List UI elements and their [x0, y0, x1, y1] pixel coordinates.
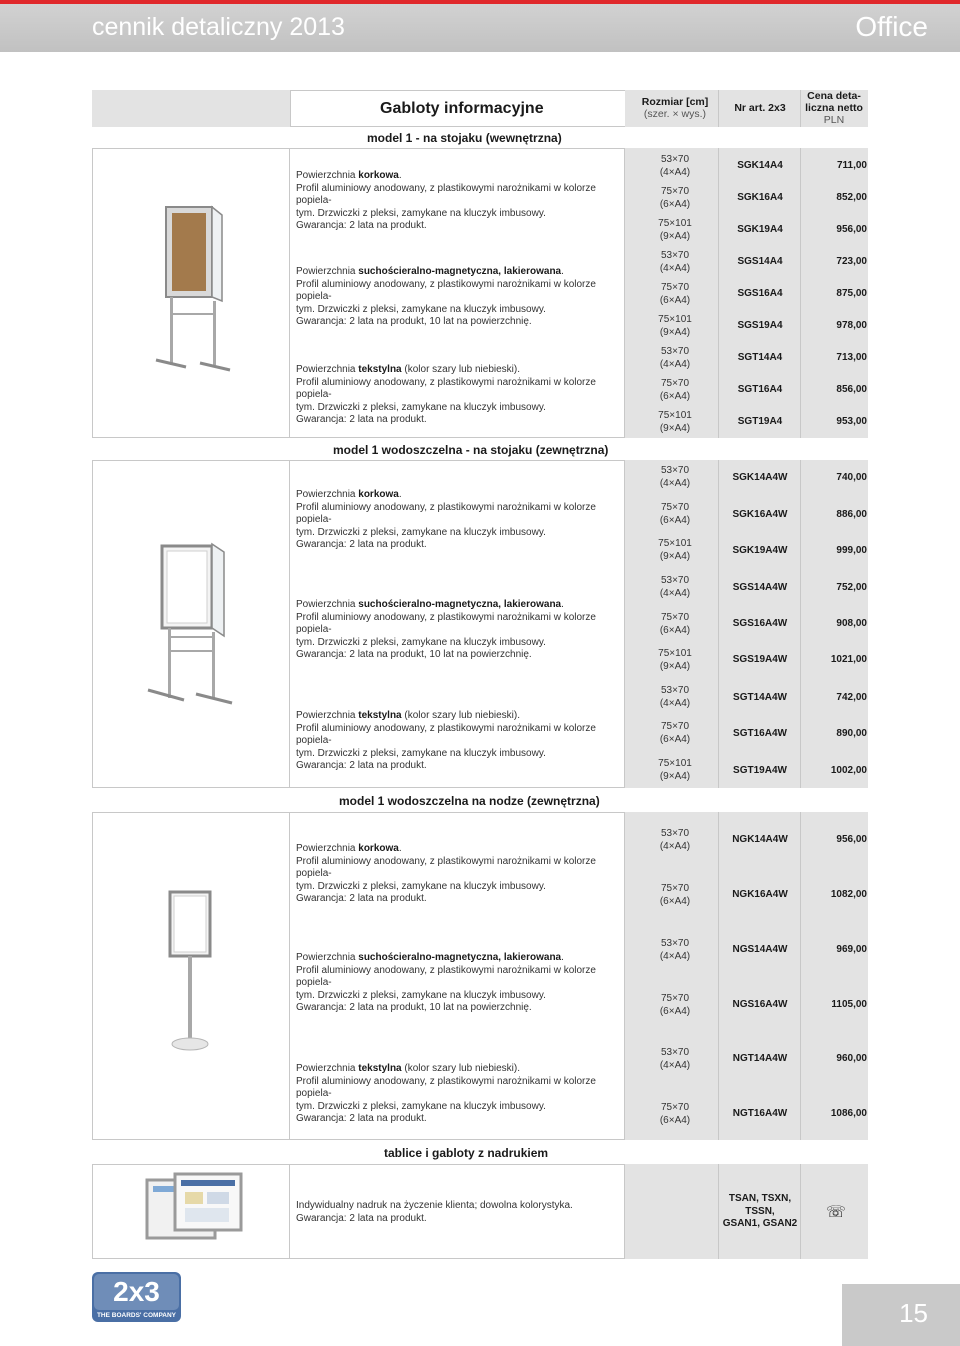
price: 956,00 — [836, 834, 867, 845]
price: 713,00 — [836, 352, 867, 363]
product-description: Powierzchnia suchościeralno-magnetyczna, lakierowana. Profil aluminiowy anodowany, z plastikowymi narożnikami w kolorze popiela- tym. Drzwiczki z pleksi, zamykane na kluczyk imbusowy. Gwarancja: 2 lata na produkt, 10 lat na powierzchnię. — [296, 266, 596, 327]
column-divider — [718, 90, 719, 127]
section-title: model 1 - na stojaku (wewnętrzna) — [367, 131, 562, 145]
price: 1082,00 — [830, 889, 867, 900]
size-cell: 53×70 (4×A4) — [659, 575, 691, 599]
size-cell: 75×101 (9×A4) — [658, 218, 692, 242]
article-number: NGS14A4W — [732, 944, 788, 955]
article-number: SGS14A4 — [737, 256, 783, 267]
price: 956,00 — [836, 224, 867, 235]
article-number: SGS16A4W — [732, 618, 788, 629]
article-number: NGS16A4W — [732, 999, 788, 1010]
article-number: NGT14A4W — [732, 1053, 788, 1064]
display-case-on-pole-image — [160, 888, 220, 1058]
price: 890,00 — [836, 728, 867, 739]
article-number: SGT19A4W — [733, 765, 787, 776]
section-title: tablice i gabloty z nadrukiem — [384, 1146, 549, 1160]
article-number: SGT14A4W — [733, 692, 787, 703]
size-cell: 75×101 (9×A4) — [658, 648, 692, 672]
price: 742,00 — [836, 692, 867, 703]
size-cell: 53×70 (4×A4) — [659, 828, 691, 852]
size-cell: 75×101 (9×A4) — [658, 758, 692, 782]
product-description: Powierzchnia tekstylna (kolor szary lub niebieski). Profil aluminiowy anodowany, z plastikowymi narożnikami w kolorze popiela- tym. Drzwiczki z pleksi, zamykane na kluczyk imbusowy. Gwarancja: 2 lata na produkt. — [296, 710, 596, 771]
header-accent-bar — [0, 0, 960, 4]
product-description: Powierzchnia tekstylna (kolor szary lub niebieski). Profil aluminiowy anodowany, z plastikowymi narożnikami w kolorze popiela- tym. Drzwiczki z pleksi, zamykane na kluczyk imbusowy. Gwarancja: 2 lata na produkt. — [296, 364, 596, 425]
product-description: Indywidualny nadruk na życzenie klienta; dowolna kolorystyka. Gwarancja: 2 lata na produkt. — [296, 1200, 573, 1224]
article-number: SGS19A4W — [732, 654, 788, 665]
product-description: Powierzchnia suchościeralno-magnetyczna, lakierowana. Profil aluminiowy anodowany, z plastikowymi narożnikami w kolorze popiela- tym. Drzwiczki z pleksi, zamykane na kluczyk imbusowy. Gwarancja: 2 lata na produkt, 10 lat na powierzchnię. — [296, 952, 596, 1013]
column-header-size: Rozmiar [cm] (szer. × wys.) — [641, 96, 709, 120]
price: 999,00 — [836, 545, 867, 556]
size-cell: 75×70 (6×A4) — [659, 612, 691, 636]
page-title: cennik detaliczny 2013 — [92, 13, 345, 41]
price: 852,00 — [836, 192, 867, 203]
column-header-price: Cena deta- liczna netto PLN — [805, 90, 863, 126]
phone-icon: ☏ — [826, 1204, 847, 1221]
price: 740,00 — [836, 472, 867, 483]
article-number: SGT16A4W — [733, 728, 787, 739]
size-cell: 75×101 (9×A4) — [658, 314, 692, 338]
outdoor-display-case-stand-image — [140, 540, 240, 710]
size-cell: 75×70 (6×A4) — [659, 883, 691, 907]
page-header — [0, 0, 960, 52]
price: 960,00 — [836, 1053, 867, 1064]
product-description: Powierzchnia korkowa. Profil aluminiowy anodowany, z plastikowymi narożnikami w kolorze popiela- tym. Drzwiczki z pleksi, zamykane na kluczyk imbusowy. Gwarancja: 2 lata na produkt. — [296, 489, 596, 550]
display-case-stand-image — [150, 205, 235, 380]
size-cell: 53×70 (4×A4) — [659, 250, 691, 274]
column-header-article-number: Nr art. 2x3 — [734, 102, 786, 114]
logo-tagline: THE BOARDS' COMPANY — [96, 1312, 177, 1319]
article-number: SGS16A4 — [737, 288, 783, 299]
price: 875,00 — [836, 288, 867, 299]
size-cell: 75×101 (9×A4) — [658, 410, 692, 434]
size-cell: 75×70 (6×A4) — [659, 993, 691, 1017]
price: 908,00 — [836, 618, 867, 629]
price: 856,00 — [836, 384, 867, 395]
price: 723,00 — [836, 256, 867, 267]
price: 1086,00 — [830, 1108, 867, 1119]
article-number: SGK16A4W — [732, 509, 788, 520]
product-description: Powierzchnia tekstylna (kolor szary lub niebieski). Profil aluminiowy anodowany, z plastikowymi narożnikami w kolorze popiela- tym. Drzwiczki z pleksi, zamykane na kluczyk imbusowy. Gwarancja: 2 lata na produkt. — [296, 1063, 596, 1124]
article-number: SGS14A4W — [732, 582, 788, 593]
price: 886,00 — [836, 509, 867, 520]
article-number: SGT14A4 — [737, 352, 783, 363]
size-cell: 53×70 (4×A4) — [659, 938, 691, 962]
page-number-block — [842, 1284, 960, 1346]
product-description: Powierzchnia korkowa. Profil aluminiowy anodowany, z plastikowymi narożnikami w kolorze popiela- tym. Drzwiczki z pleksi, zamykane na kluczyk imbusowy. Gwarancja: 2 lata na produkt. — [296, 170, 596, 231]
size-cell: 53×70 (4×A4) — [659, 154, 691, 178]
size-cell: 75×70 (6×A4) — [659, 502, 691, 526]
article-number: SGK14A4 — [737, 160, 783, 171]
article-number: SGK19A4 — [737, 224, 783, 235]
article-number: NGK14A4W — [732, 834, 788, 845]
price: 978,00 — [836, 320, 867, 331]
column-divider — [800, 90, 801, 127]
size-cell: 75×70 (6×A4) — [659, 721, 691, 745]
section-title: model 1 wodoszczelna - na stojaku (zewnętrzna) — [333, 443, 609, 457]
article-number: SGK19A4W — [732, 545, 788, 556]
price: 711,00 — [836, 160, 867, 171]
size-cell: 53×70 (4×A4) — [659, 685, 691, 709]
product-description: Powierzchnia korkowa. Profil aluminiowy anodowany, z plastikowymi narożnikami w kolorze popiela- tym. Drzwiczki z pleksi, zamykane na kluczyk imbusowy. Gwarancja: 2 lata na produkt. — [296, 843, 596, 904]
size-cell: 53×70 (4×A4) — [659, 346, 691, 370]
size-cell: 75×70 (6×A4) — [659, 186, 691, 210]
size-cell: 75×70 (6×A4) — [659, 282, 691, 306]
size-cell: 75×70 (6×A4) — [659, 378, 691, 402]
table-title: Gabloty informacyjne — [380, 100, 544, 117]
article-number: SGK14A4W — [732, 472, 788, 483]
article-number: SGS19A4 — [737, 320, 783, 331]
size-cell: 75×101 (9×A4) — [658, 538, 692, 562]
article-number: SGT16A4 — [737, 384, 783, 395]
product-description: Powierzchnia suchościeralno-magnetyczna, lakierowana. Profil aluminiowy anodowany, z plastikowymi narożnikami w kolorze popiela- tym. Drzwiczki z pleksi, zamykane na kluczyk imbusowy. Gwarancja: 2 lata na produkt, 10 lat na powierzchnię. — [296, 599, 596, 660]
price: 1021,00 — [830, 654, 867, 665]
article-number: TSAN, TSXN, TSSN, GSAN1, GSAN2 — [722, 1193, 798, 1229]
printed-boards-image — [145, 1172, 245, 1250]
category-label: Office — [855, 11, 928, 42]
logo-text: 2x3 — [113, 1276, 160, 1307]
price: 752,00 — [836, 582, 867, 593]
size-cell: 75×70 (6×A4) — [659, 1102, 691, 1126]
price: 953,00 — [836, 416, 867, 427]
article-number: SGT19A4 — [737, 416, 783, 427]
size-cell: 53×70 (4×A4) — [659, 1047, 691, 1071]
price: 1002,00 — [830, 765, 867, 776]
article-number: NGT16A4W — [732, 1108, 788, 1119]
section-title: model 1 wodoszczelna na nodze (zewnętrzna) — [339, 794, 600, 808]
article-number: SGK16A4 — [737, 192, 783, 203]
article-number: NGK16A4W — [732, 889, 788, 900]
page-number: 15 — [899, 1298, 928, 1328]
size-cell: 53×70 (4×A4) — [659, 465, 691, 489]
price: 969,00 — [836, 944, 867, 955]
price: 1105,00 — [831, 999, 867, 1010]
